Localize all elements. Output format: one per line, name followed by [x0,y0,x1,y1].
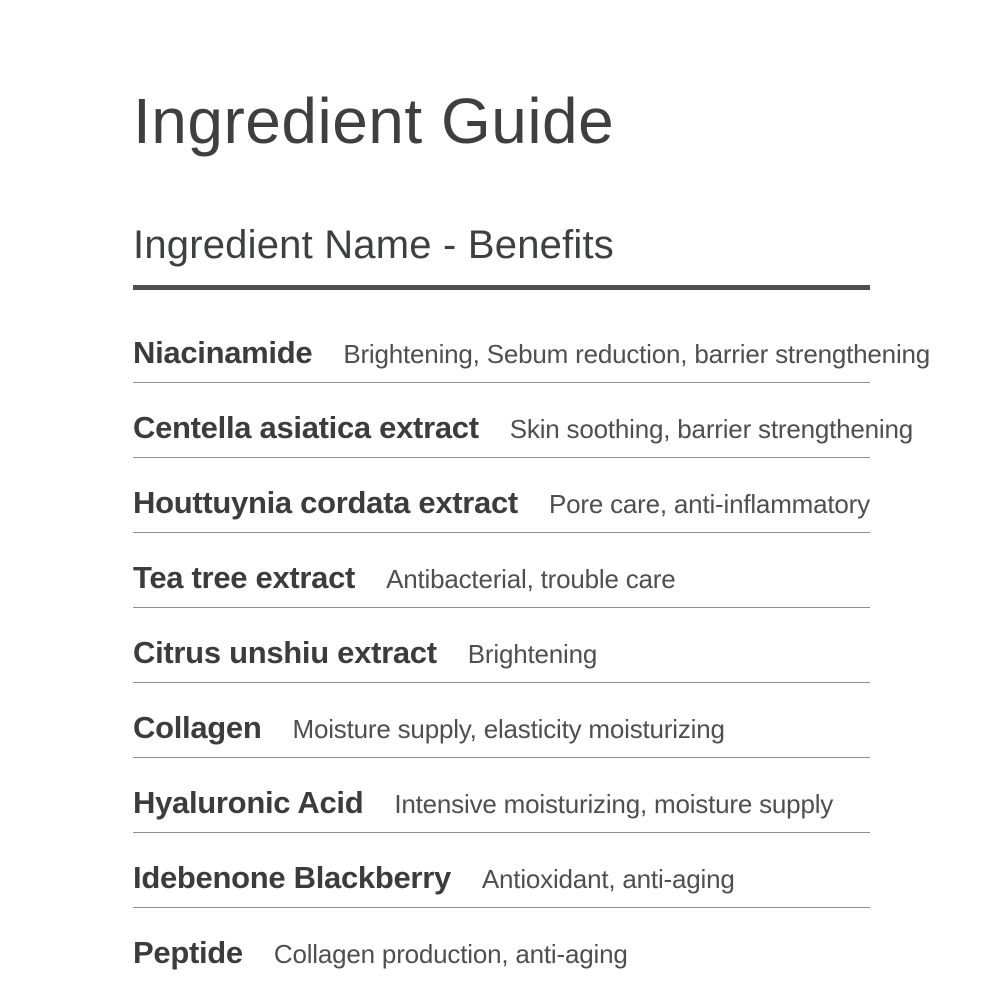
ingredient-benefits: Antibacterial, trouble care [386,564,676,595]
ingredient-benefits: Skin soothing, barrier strengthening [509,414,914,445]
table-row [133,383,914,458]
table-row [133,458,870,533]
page-title: Ingredient Guide [133,85,615,157]
ingredient-name: Hyaluronic Acid [133,785,364,821]
ingredient-benefits: Brightening, Sebum reduction, barrier strengthening [343,339,931,370]
ingredient-name: Tea tree extract [133,560,356,596]
table-row [133,608,870,683]
ingredient-name: Peptide [133,935,243,971]
ingredient-benefits: Collagen production, anti-aging [273,939,628,970]
ingredient-name: Centella asiatica extract [133,410,479,446]
ingredient-benefits: Brightening [467,639,598,670]
table-row [133,308,931,383]
table-row [133,758,870,833]
table-row [133,908,870,983]
ingredient-name: Citrus unshiu extract [133,635,437,671]
ingredient-table [133,290,931,983]
ingredient-name: Idebenone Blackberry [133,860,451,896]
ingredient-benefits: Moisture supply, elasticity moisturizing [292,714,725,745]
table-row [133,683,870,758]
ingredient-benefits: Antioxidant, anti-aging [481,864,735,895]
ingredient-name: Houttuynia cordata extract [133,485,518,521]
table-row [133,833,870,908]
ingredient-benefits: Pore care, anti-inflammatory [548,489,870,520]
table-row [133,533,870,608]
ingredient-benefits: Intensive moisturizing, moisture supply [394,789,834,820]
section-heading: Ingredient Name - Benefits [133,223,615,268]
ingredient-name: Niacinamide [133,335,313,371]
ingredient-name: Collagen [133,710,262,746]
